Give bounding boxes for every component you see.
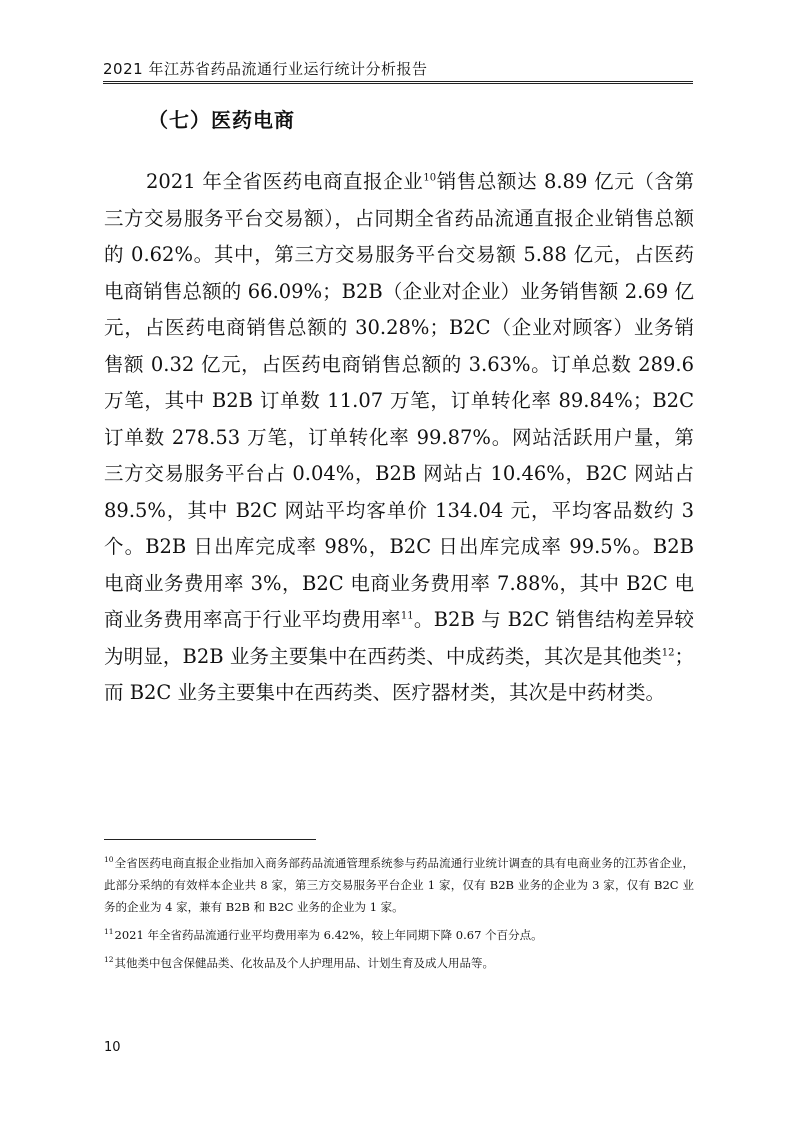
body-paragraph <box>104 164 694 712</box>
footnote-text: 其他类中包含保健品类、化妆品及个人护理用品、计划生育及成人用品等。 <box>114 956 495 970</box>
footnote-10 <box>104 852 694 918</box>
body-text-part-1: 2021 年全省医药电商直报企业 <box>146 170 424 193</box>
header-divider <box>103 81 693 84</box>
body-text-part-2: 销售总额达 8.89 亿元（含第三方交易服务平台交易额），占同期全省药品流通直报企业销售总额的 0.62%。其中，第三方交易服务平台交易额 5.88 亿元，占医药电商销售总额的 66.09%；B2B（企业对企业）业务销售额 2.69 亿元，占医药电商销售总额的 30.28%；B2C（企业对顾客）业务销售额 0.32 亿元，占医药电商销售总额的 3.63%。订单总数 289.6 万笔，其中 B2B 订单数 11.07 万笔，订单转化率 89.84%；B2C 订单数 278.53 万笔，订单转化率 99.87%。网站活跃用户量，第三方交易服务平台占 0.04%，B2B 网站占 10.46%，B2C 网站占 89.5%，其中 B2C 网站平均客单价 134.04 元，平均客品数约 3 个。B2B 日出库完成率 98%，B2C 日出库完成率 99.5%。B2B 电商业务费用率 3%，B2C 电商业务费用率 7.88%，其中 B2C 电商业务费用率高于行业平均费用率 <box>104 170 694 631</box>
footnote-text: 全省医药电商直报企业指加入商务部药品流通管理系统参与药品流通行业统计调查的具有电商业务的江苏省企业，此部分采纳的有效样本企业共 8 家，第三方交易服务平台企业 1 家，仅有 B2B 业务的企业为 3 家，仅有 B2C 业务的企业为 4 家，兼有 B2B 和 B2C 业务的企业为 1 家。 <box>104 856 694 914</box>
footnote-number: 10 <box>104 855 114 865</box>
footnote-number: 11 <box>104 927 114 937</box>
footnotes <box>104 852 694 974</box>
footnote-divider <box>104 839 316 840</box>
body-text-part-3: 。B2B 与 B2C 销售结构差异较为明显，B2B 业务主要集中在西药类、中成药类，其次是其他类 <box>104 608 694 668</box>
footnote-12 <box>104 952 694 974</box>
footnote-number: 12 <box>104 955 114 965</box>
footnote-text: 2021 年全省药品流通行业平均费用率为 6.42%，较上年同期下降 0.67 个百分点。 <box>114 928 543 942</box>
footnote-ref-11[interactable]: 11 <box>400 610 414 622</box>
footnote-ref-12[interactable]: 12 <box>661 647 675 658</box>
running-header: 2021 年江苏省药品流通行业运行统计分析报告 <box>103 60 428 78</box>
page-number: 10 <box>104 1040 121 1055</box>
body-text-part-4: ；而 B2C 业务主要集中在西药类、医疗器材类，其次是中药材类。 <box>104 644 694 704</box>
section-title: （七）医药电商 <box>148 108 295 132</box>
footnote-ref-10[interactable]: 10 <box>423 172 437 184</box>
footnote-11 <box>104 924 694 946</box>
